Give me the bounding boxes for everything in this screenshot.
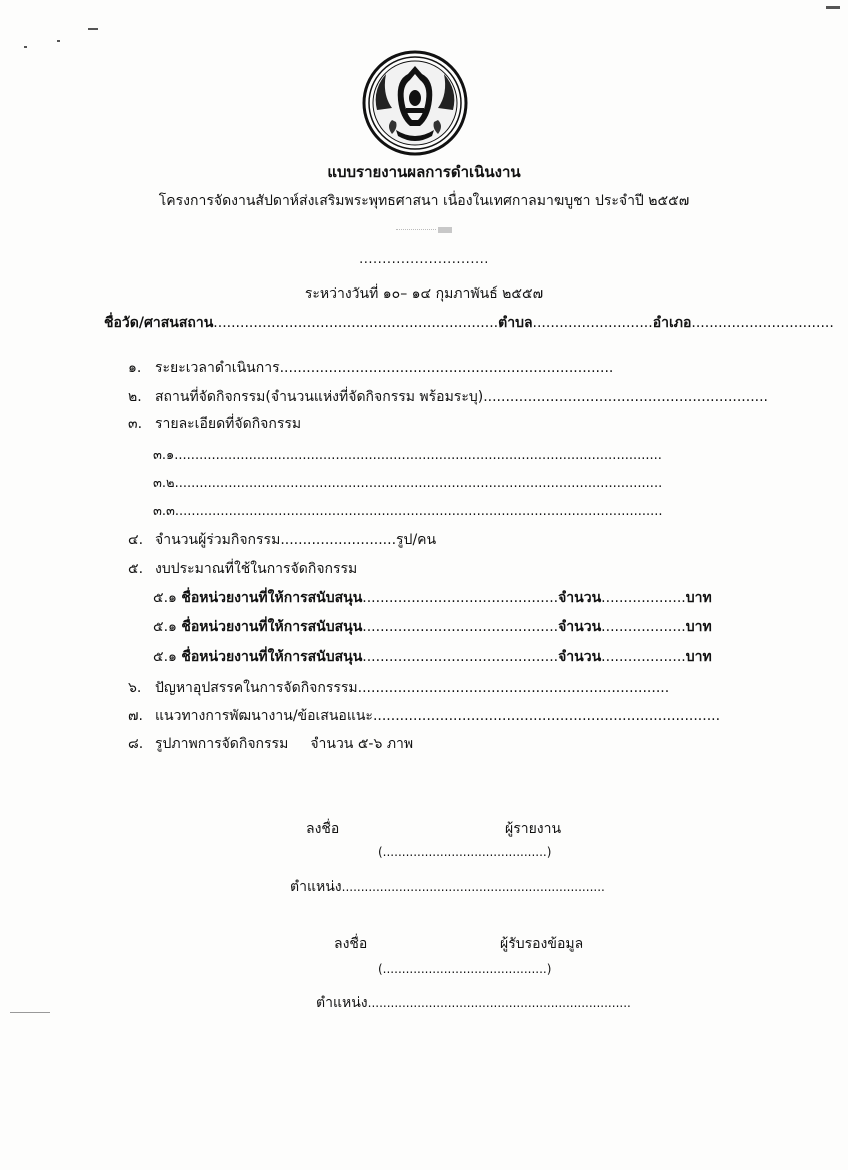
- currency-label: บาท: [685, 590, 712, 606]
- temple-field[interactable]: ................................................................: [213, 315, 499, 331]
- detail-line-3-2: [153, 472, 662, 493]
- subitem-number: ๓.๑: [153, 448, 175, 463]
- sponsor-label: ชื่อหน่วยงานที่ให้การสนับสนุน: [181, 619, 363, 635]
- item-participants: [128, 529, 436, 551]
- item-label: จำนวนผู้ร่วมกิจกรรม: [155, 532, 281, 548]
- item-problems: [128, 677, 669, 699]
- certifier-role: ผู้รับรองข้อมูล: [500, 936, 584, 952]
- subitem-number: ๕.๑: [153, 590, 177, 606]
- item-number: ๑.: [128, 360, 142, 376]
- item-label: สถานที่จัดกิจกรรม(จำนวนแห่งที่จัดกิจกรรม พร้อมระบุ): [155, 389, 484, 405]
- item-number: ๘.: [128, 736, 144, 752]
- scan-speck: [10, 1012, 50, 1013]
- item-budget: [128, 558, 357, 580]
- detail-line-3-1: [153, 444, 662, 465]
- photo-count: จำนวน ๕-๖ ภาพ: [310, 736, 414, 752]
- subitem-number: ๕.๑: [153, 649, 177, 665]
- sponsor-field[interactable]: ............................................: [362, 590, 559, 606]
- item-label: รายละเอียดที่จัดกิจกรรม: [155, 416, 302, 432]
- document-title: แบบรายงานผลการดำเนินงาน: [327, 163, 521, 181]
- item-number: ๓.: [128, 416, 143, 432]
- faint-scan-text: [0, 225, 848, 234]
- item-suggestions: [128, 705, 720, 727]
- duration-field[interactable]: ...........................................................................: [279, 360, 614, 376]
- sponsor-field[interactable]: ............................................: [362, 649, 559, 665]
- item-number: ๔.: [128, 532, 144, 548]
- detail-field[interactable]: ......................................................................................................................: [174, 448, 662, 463]
- amount-field[interactable]: ...................: [601, 649, 686, 665]
- reporter-position-field[interactable]: .....................................................................: [341, 880, 605, 894]
- subdistrict-label: ตำบล: [498, 315, 533, 331]
- subitem-number: ๓.๓: [153, 504, 175, 519]
- amount-label: จำนวน: [558, 619, 602, 635]
- sponsor-line: [153, 587, 712, 609]
- item-label: แนวทางการพัฒนางาน/ข้อเสนอแนะ: [155, 708, 373, 724]
- sponsor-label: ชื่อหน่วยงานที่ให้การสนับสนุน: [181, 649, 363, 665]
- certifier-sign-label: ลงชื่อ: [334, 936, 368, 952]
- item-photos: [128, 733, 413, 755]
- item-number: ๗.: [128, 708, 143, 724]
- item-label: ปัญหาอุปสรรคในการจัดกิจกรรรม: [155, 680, 358, 696]
- item-duration: [128, 357, 613, 379]
- unit-label: รูป/คน: [396, 532, 437, 548]
- scan-speck: [24, 46, 27, 48]
- amount-label: จำนวน: [558, 590, 602, 606]
- reporter-name-field[interactable]: (...........................................): [378, 845, 552, 859]
- amount-label: จำนวน: [558, 649, 602, 665]
- position-label: ตำแหน่ง: [316, 995, 368, 1011]
- item-venue: [128, 386, 768, 408]
- reporter-sign-label: ลงชื่อ: [306, 821, 340, 837]
- item-label: รูปภาพการจัดกิจกรรม: [155, 736, 289, 752]
- currency-label: บาท: [685, 619, 712, 635]
- temple-location-line: [104, 312, 834, 334]
- temple-label: ชื่อวัด/ศาสนสถาน: [104, 315, 214, 331]
- participants-field[interactable]: ..........................: [280, 532, 397, 548]
- item-number: ๕.: [128, 561, 144, 577]
- sponsor-line: [153, 616, 712, 638]
- suggestions-field[interactable]: ..............................................................................: [372, 708, 721, 724]
- item-label: งบประมาณที่ใช้ในการจัดกิจกรรม: [155, 561, 358, 577]
- amount-field[interactable]: ...................: [601, 619, 686, 635]
- scan-speck: [88, 28, 98, 30]
- amount-field[interactable]: ...................: [601, 590, 686, 606]
- reporter-position-line: [290, 876, 605, 898]
- venue-field[interactable]: ................................................................: [483, 389, 768, 405]
- buddhism-department-seal-icon: [362, 50, 468, 156]
- date-range: ระหว่างวันที่ ๑๐– ๑๔ กุมภาพันธ์ ๒๕๕๗: [304, 286, 544, 302]
- subitem-number: ๕.๑: [153, 619, 177, 635]
- item-number: ๒.: [128, 389, 142, 405]
- certifier-position-field[interactable]: .....................................................................: [367, 996, 631, 1010]
- scan-speck: [57, 40, 60, 42]
- detail-field[interactable]: ......................................................................................................................: [174, 476, 663, 491]
- sponsor-field[interactable]: ............................................: [362, 619, 559, 635]
- project-subtitle: โครงการจัดงานสัปดาห์ส่งเสริมพระพุทธศาสนา เนื่องในเทศกาลมาฆบูชา ประจำปี ๒๕๕๗: [158, 193, 690, 209]
- district-label: อำเภอ: [652, 315, 692, 331]
- scan-speck: [826, 6, 840, 9]
- subdistrict-field[interactable]: ...........................: [532, 315, 653, 331]
- item-details: [128, 413, 301, 435]
- detail-field[interactable]: ......................................................................................................................: [174, 504, 663, 519]
- certifier-position-line: [316, 992, 631, 1014]
- problems-field[interactable]: ......................................................................: [357, 680, 670, 696]
- certifier-name-field[interactable]: (...........................................): [378, 962, 552, 976]
- sponsor-line: [153, 646, 712, 668]
- reporter-role: ผู้รายงาน: [505, 821, 562, 837]
- blank-organization-line: ............................: [359, 252, 489, 267]
- district-field[interactable]: ................................: [691, 315, 834, 331]
- item-label: ระยะเวลาดำเนินการ: [155, 360, 280, 376]
- sponsor-label: ชื่อหน่วยงานที่ให้การสนับสนุน: [181, 590, 363, 606]
- detail-line-3-3: [153, 500, 663, 521]
- subitem-number: ๓.๒: [153, 476, 175, 491]
- item-number: ๖.: [128, 680, 142, 696]
- currency-label: บาท: [685, 649, 712, 665]
- position-label: ตำแหน่ง: [290, 879, 342, 895]
